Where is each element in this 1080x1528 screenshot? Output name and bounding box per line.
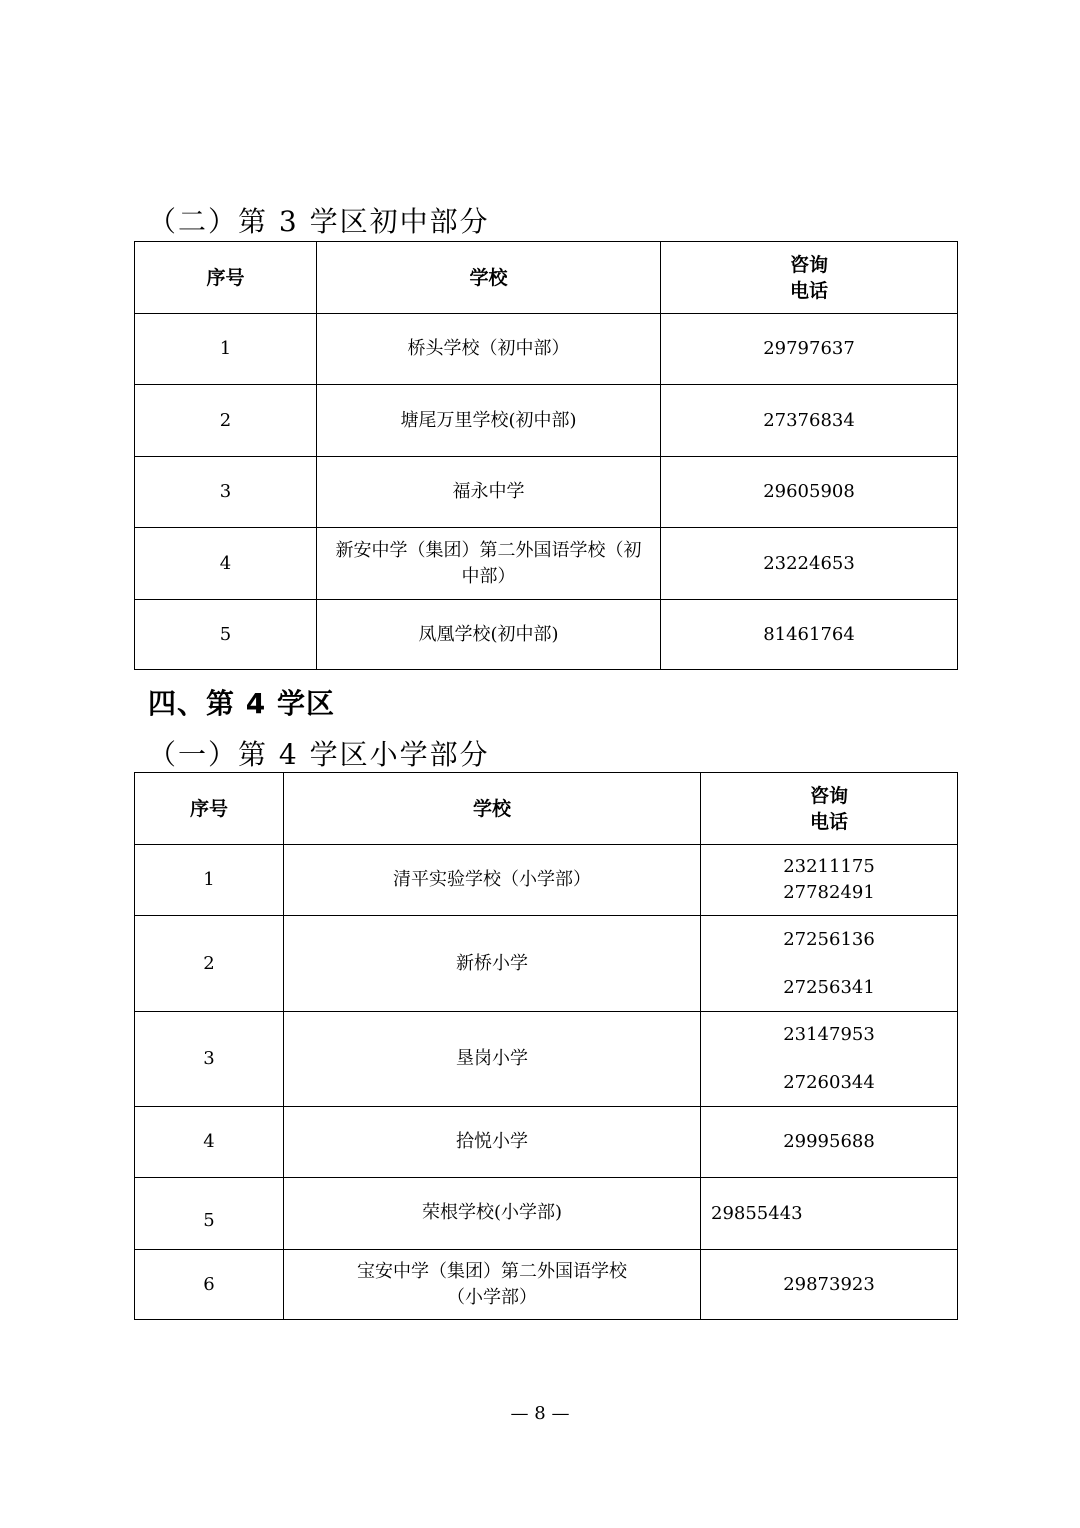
col-header-number: 序号 xyxy=(135,242,317,314)
col-header-school: 学校 xyxy=(317,242,661,314)
district3-middle-school-table xyxy=(134,241,958,670)
row-number: 3 xyxy=(135,1012,284,1107)
phone-numbers xyxy=(701,1012,958,1107)
table-row xyxy=(135,845,958,916)
row-number: 5 xyxy=(135,600,317,670)
table-row xyxy=(135,1250,958,1320)
col-header-number: 序号 xyxy=(135,773,284,845)
school-name-line1: 宝安中学（集团）第二外国语学校 xyxy=(357,1260,627,1282)
school-name: 桥头学校（初中部） xyxy=(317,314,661,385)
table-row xyxy=(135,1012,958,1107)
phone-number: 81461764 xyxy=(661,600,958,670)
col-header-phone-line1: 咨询 xyxy=(809,784,848,807)
table-row xyxy=(135,528,958,600)
phone-number: 29855443 xyxy=(701,1178,958,1250)
phone-number: 27256136 xyxy=(783,928,875,950)
table-row xyxy=(135,385,958,457)
table-row xyxy=(135,314,958,385)
row-number: 3 xyxy=(135,457,317,528)
section-heading-district3-middle: （二）第 3 学区初中部分 xyxy=(148,205,490,238)
table-header-row xyxy=(135,773,958,845)
phone-number: 29873923 xyxy=(701,1250,958,1320)
page-number: — 8 — xyxy=(510,1403,570,1424)
row-number: 5 xyxy=(135,1178,284,1250)
school-name-line2: （小学部） xyxy=(447,1286,537,1308)
phone-number: 23147953 xyxy=(783,1024,875,1045)
school-name xyxy=(284,1250,701,1320)
section-heading-district4-primary: （一）第 4 学区小学部分 xyxy=(148,738,490,771)
phone-number: 23224653 xyxy=(661,528,958,600)
phone-number: 27260344 xyxy=(783,1072,875,1093)
table-row xyxy=(135,1178,958,1250)
table-row xyxy=(135,1107,958,1178)
phone-number: 29995688 xyxy=(701,1107,958,1178)
row-number: 2 xyxy=(135,916,284,1012)
row-number: 1 xyxy=(135,314,317,385)
school-name: 垦岗小学 xyxy=(284,1012,701,1107)
school-name: 福永中学 xyxy=(317,457,661,528)
phone-numbers xyxy=(701,916,958,1012)
school-name-line2: 中部） xyxy=(461,565,516,587)
school-name: 新桥小学 xyxy=(284,916,701,1012)
col-header-school: 学校 xyxy=(284,773,701,845)
row-number: 6 xyxy=(135,1250,284,1320)
row-number: 4 xyxy=(135,528,317,600)
table-row xyxy=(135,457,958,528)
school-name: 拾悦小学 xyxy=(284,1107,701,1178)
school-name-line1: 新安中学（集团）第二外国语学校（初 xyxy=(335,539,642,561)
phone-number: 29605908 xyxy=(661,457,958,528)
col-header-phone xyxy=(701,773,958,845)
table-header-row xyxy=(135,242,958,314)
col-header-phone-line1: 咨询 xyxy=(789,253,828,276)
table-row xyxy=(135,916,958,1012)
row-number: 4 xyxy=(135,1107,284,1178)
school-name: 荣根学校(小学部) xyxy=(284,1178,701,1250)
phone-number: 27376834 xyxy=(661,385,958,457)
district4-primary-school-table xyxy=(134,772,958,1320)
table-row xyxy=(135,600,958,670)
row-number: 1 xyxy=(135,845,284,916)
school-name xyxy=(317,528,661,600)
col-header-phone-line2: 电话 xyxy=(789,279,828,302)
col-header-phone xyxy=(661,242,958,314)
phone-number: 23211175 xyxy=(783,856,875,877)
row-number: 2 xyxy=(135,385,317,457)
school-name: 塘尾万里学校(初中部) xyxy=(317,385,661,457)
phone-numbers xyxy=(701,845,958,916)
district4-heading: 四、第 4 学区 xyxy=(148,687,335,720)
phone-number: 29797637 xyxy=(661,314,958,385)
school-name: 凤凰学校(初中部) xyxy=(317,600,661,670)
phone-number: 27782491 xyxy=(783,882,875,903)
school-name: 清平实验学校（小学部） xyxy=(284,845,701,916)
col-header-phone-line2: 电话 xyxy=(809,810,848,833)
phone-number: 27256341 xyxy=(783,976,875,998)
